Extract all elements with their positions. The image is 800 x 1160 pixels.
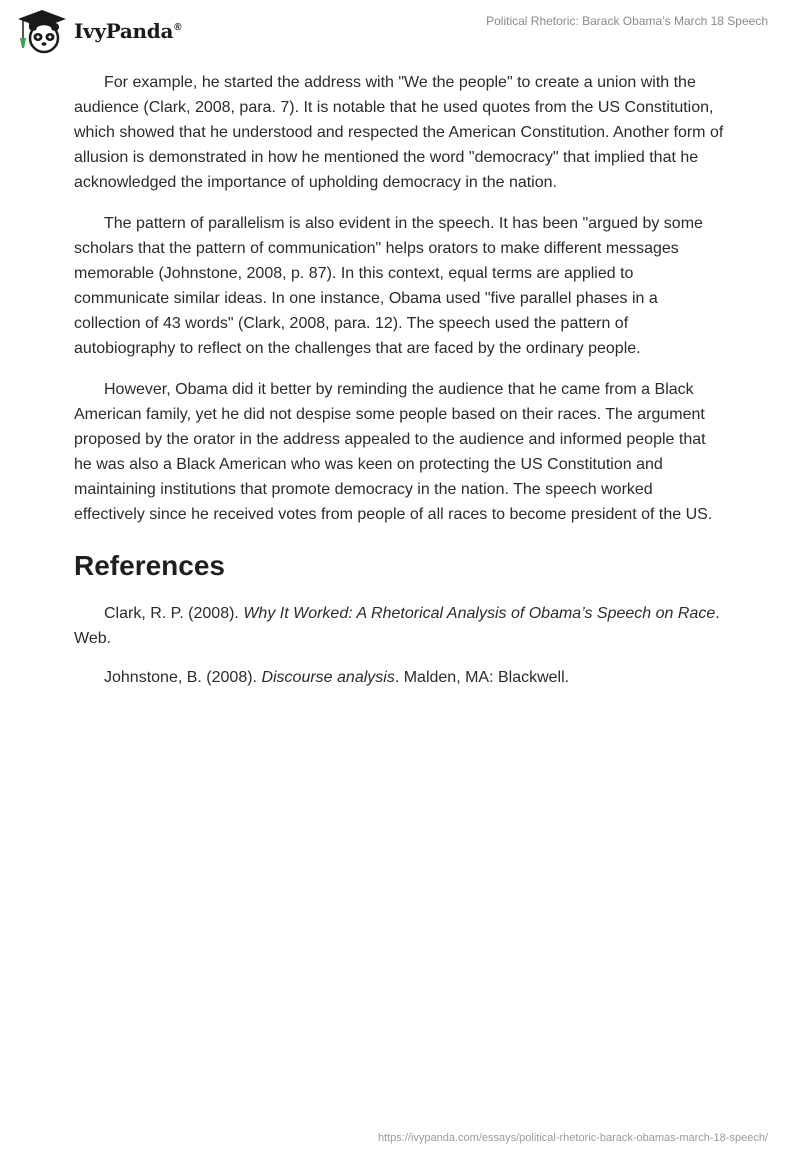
brand-logo[interactable] [16,8,181,54]
source-url[interactable]: https://ivypanda.com/essays/political-rhetoric-barack-obamas-march-18-speech/ [377,1132,768,1144]
essay-body [74,70,726,704]
reference-entry: Clark, R. P. (2008). Why It Worked: A Rhetorical Analysis of Obama’s Speech on Race. Web. [74,605,720,647]
document-title: Political Rhetoric: Barack Obama’s March 18 Speech [486,14,768,28]
body-paragraph: The pattern of parallelism is also evident in the speech. It has been "argued by some scholars that the pattern of communication" helps orators to make different messages memorable (Johnstone, 2008, p. 87). In this context, equal terms are applied to communicate similar ideas. In one instance, Obama used "five parallel phases in a collection of 43 words" (Clark, 2008, para. 12). The speech used the pattern of autobiography to reflect on the challenges that are faced by the ordinary people. [74,215,703,357]
body-paragraph: However, Obama did it better by reminding the audience that he came from a Black American family, yet he did not despise some people based on their races. The argument proposed by the orator in the address appealed to the audience and informed people that he was also a Black American who was keen on protecting the US Constitution and maintaining institutions that promote democracy in the nation. The speech worked effectively since he received votes from people of all races to become president of the US. [74,381,713,523]
brand-name: IvyPanda® [74,19,182,43]
references-heading: References [74,550,225,581]
page-header [0,0,800,60]
reference-entry: Johnstone, B. (2008). Discourse analysis. Malden, MA: Blackwell. [104,669,570,686]
panda-graduate-icon [16,8,68,54]
body-paragraph: For example, he started the address with "We the people" to create a union with the audience (Clark, 2008, para. 7). It is notable that he used quotes from the US Constitution, which showed that he understood and respected the American Constitution. Another form of allusion is demonstrated in how he mentioned the word "democracy" that implied that he acknowledged the importance of upholding democracy in the nation. [74,74,724,191]
